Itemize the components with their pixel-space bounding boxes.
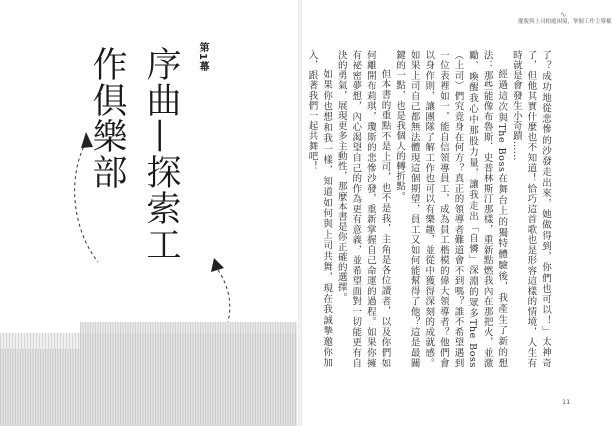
paragraph: 經過這次與The Boss在舞台上的獨特體驗後，我產生了新的想法：那些能像布魯斯．史普林斯汀那樣，重新點燃我內在那把火，並激勵、喚醒我心中那股力量，讓我走出「自憐」深淵的眾多The Boss（上司）們究竟身在何方？真正的領導者難道會不到嗎？誰不希望遇到一位表裡如一，能自信領導員工，成為員工楷模的偉大領導者？他們會以身作則，讓團隊了解工作也可以有樂趣，並從中獲得深刻的成就感。如果上司自己都無法體現這個期望，員工又如何能幫得了他？這是最關鍵的一點，也是我個人的轉折點。 [394,50,508,368]
paragraph: 了？成功地從悲慘的沙發走出來，她做得到，你們也可以！」太神奇了，但他其實什麼也不知道！恰巧這首歌也是形容這樣的情境，人生有時就是會發生小奇蹟…… [510,50,551,368]
dashed-arrow-upper [75,142,98,262]
decorative-stripes-block [0,333,297,426]
chapter-tag: 第1幕 [197,42,208,72]
running-header: 擺脫與上司相處困境，掌握工作主導權 [518,19,612,25]
chapter-title: 序曲—探索工作俱樂部 [87,46,181,262]
arrowhead-upper [81,132,93,148]
page-number: 11 [562,398,571,406]
paragraph: 如果你也想和我一樣，知道如何與上司共舞，現在我誠摯邀你加入，跟著我們一起共舞吧！ [306,50,333,368]
swirl-ornament-icon: ∿ [560,10,567,19]
left-page [0,0,298,426]
body-text [306,50,552,368]
arrowhead-lower [211,258,224,272]
paragraph: 但本書的重點不是上司，也不是我，主角是各位讀者，以及你們如何離開布莉琪，瓊斯的悲慘沙發，重新掌握自己命運的過程。如果你擁有祕密夢想，內心渴望自己的作為更有意義，並希望面對一切能更有自決的勇氣，展現更多主動性，那麼本書是你正確的選擇。 [335,50,391,368]
